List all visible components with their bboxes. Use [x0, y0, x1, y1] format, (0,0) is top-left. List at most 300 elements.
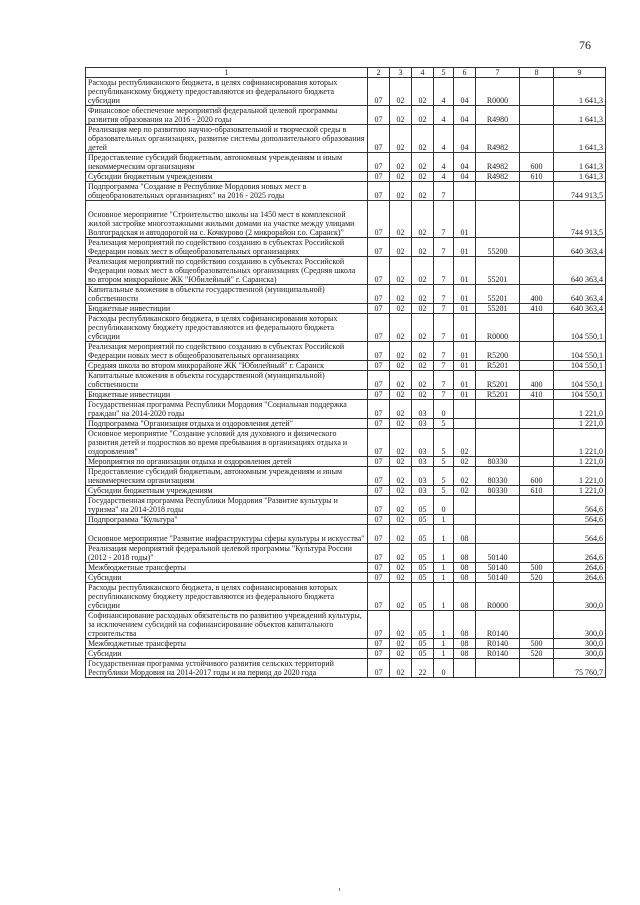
row-section: 07 — [368, 583, 390, 611]
column-header: 2 — [368, 68, 390, 78]
table-row — [86, 649, 606, 659]
row-section: 07 — [368, 106, 390, 125]
row-subprogram: 5 — [434, 429, 454, 457]
row-target-code: 55201 — [476, 304, 520, 314]
row-section: 07 — [368, 361, 390, 371]
row-name: Реализация мер по развитию научно-образовательной и творческой среды в образовательных организациях, развитие системы дополнительного образования детей — [86, 125, 368, 153]
row-subprogram: 5 — [434, 486, 454, 496]
row-expense-type — [520, 583, 554, 611]
row-expense-type — [520, 238, 554, 257]
row-measure: 02 — [454, 467, 476, 486]
row-amount: 1 221,0 — [554, 467, 606, 486]
row-section: 07 — [368, 238, 390, 257]
row-program: 02 — [412, 125, 434, 153]
row-section: 07 — [368, 649, 390, 659]
table-body — [86, 78, 606, 678]
row-amount: 564,6 — [554, 496, 606, 515]
row-program: 22 — [412, 659, 434, 678]
row-subsection: 02 — [390, 486, 412, 496]
row-measure: 08 — [454, 649, 476, 659]
row-subsection: 02 — [390, 429, 412, 457]
row-program: 03 — [412, 486, 434, 496]
row-subsection: 02 — [390, 78, 412, 106]
row-expense-type — [520, 342, 554, 361]
row-section: 07 — [368, 563, 390, 573]
row-target-code: R0140 — [476, 639, 520, 649]
row-subsection: 02 — [390, 573, 412, 583]
row-program: 02 — [412, 153, 434, 172]
row-expense-type — [520, 544, 554, 563]
row-program: 05 — [412, 515, 434, 525]
row-subsection: 02 — [390, 457, 412, 467]
row-name: Государственная программа устойчивого развития сельских территорий Республики Мордовия на 2014-2017 годы и на период до 2020 года — [86, 659, 368, 678]
row-amount: 1 641,3 — [554, 125, 606, 153]
row-measure: 04 — [454, 106, 476, 125]
row-name: Капитальные вложения в объекты государственной (муниципальной) собственности — [86, 285, 368, 304]
row-subprogram: 0 — [434, 400, 454, 419]
row-subprogram: 0 — [434, 496, 454, 515]
row-name: Реализация мероприятий федеральной целевой программы "Культура России (2012 - 2018 годы)" — [86, 544, 368, 563]
row-name: Расходы республиканского бюджета, в целях софинансирования которых республиканскому бюджету предоставляются из федерального бюджета субсидии — [86, 583, 368, 611]
table-row — [86, 371, 606, 390]
row-target-code — [476, 496, 520, 515]
row-program: 02 — [412, 172, 434, 182]
row-subsection: 02 — [390, 467, 412, 486]
row-measure: 01 — [454, 314, 476, 342]
row-subsection: 02 — [390, 257, 412, 285]
row-program: 02 — [412, 78, 434, 106]
row-subprogram: 5 — [434, 457, 454, 467]
row-amount: 640 363,4 — [554, 238, 606, 257]
row-amount: 1 641,3 — [554, 106, 606, 125]
row-name: Подпрограмма "Культура" — [86, 515, 368, 525]
row-name: Реализация мероприятий по содействию созданию в субъектах Российской Федерации новых мест в общеобразовательных организациях (Средняя школа во втором микрорайоне ЖК "Юбилейный" г. Саранска) — [86, 257, 368, 285]
row-subprogram: 4 — [434, 106, 454, 125]
table-row — [86, 573, 606, 583]
row-program: 03 — [412, 400, 434, 419]
row-subprogram: 4 — [434, 172, 454, 182]
column-header: 3 — [390, 68, 412, 78]
row-name: Мероприятия по организации отдыха и оздоровления детей — [86, 457, 368, 467]
row-subsection: 02 — [390, 515, 412, 525]
row-name: Подпрограмма "Создание в Республике Мордовия новых мест в общеобразовательных организациях" на 2016 - 2025 годы — [86, 182, 368, 201]
row-subsection: 02 — [390, 371, 412, 390]
row-section: 07 — [368, 304, 390, 314]
scan-mark — [339, 888, 340, 891]
row-program: 05 — [412, 649, 434, 659]
row-name: Государственная программа Республики Мордовия "Социальная поддержка граждан" на 2014-2020 годы — [86, 400, 368, 419]
row-section: 07 — [368, 467, 390, 486]
row-measure: 01 — [454, 201, 476, 238]
row-measure: 01 — [454, 285, 476, 304]
row-program: 03 — [412, 467, 434, 486]
row-subprogram: 7 — [434, 342, 454, 361]
row-target-code: 55200 — [476, 238, 520, 257]
row-subsection: 02 — [390, 400, 412, 419]
row-section: 07 — [368, 457, 390, 467]
row-name: Расходы республиканского бюджета, в целях софинансирования которых республиканскому бюджету предоставляются из федерального бюджета субсидии — [86, 78, 368, 106]
row-expense-type: 500 — [520, 563, 554, 573]
row-subsection: 02 — [390, 649, 412, 659]
row-section: 07 — [368, 611, 390, 639]
row-name: Субсидии бюджетным учреждениям — [86, 172, 368, 182]
row-subprogram: 4 — [434, 153, 454, 172]
row-expense-type: 610 — [520, 486, 554, 496]
row-expense-type — [520, 611, 554, 639]
row-amount: 1 641,3 — [554, 153, 606, 172]
row-name: Предоставление субсидий бюджетным, автономным учреждениям и иным некоммерческим организациям — [86, 467, 368, 486]
row-measure: 04 — [454, 125, 476, 153]
row-measure: 08 — [454, 544, 476, 563]
row-program: 02 — [412, 285, 434, 304]
row-expense-type: 600 — [520, 467, 554, 486]
row-subprogram: 1 — [434, 544, 454, 563]
row-section: 07 — [368, 371, 390, 390]
row-expense-type: 400 — [520, 285, 554, 304]
row-measure: 01 — [454, 371, 476, 390]
row-program: 02 — [412, 390, 434, 400]
row-program: 05 — [412, 639, 434, 649]
row-amount: 640 363,4 — [554, 285, 606, 304]
table-row — [86, 285, 606, 304]
row-amount: 300,0 — [554, 649, 606, 659]
column-header: 8 — [520, 68, 554, 78]
table-row — [86, 238, 606, 257]
row-amount: 640 363,4 — [554, 257, 606, 285]
row-section: 07 — [368, 182, 390, 201]
row-program: 02 — [412, 361, 434, 371]
row-amount: 1 641,3 — [554, 78, 606, 106]
row-target-code: 50140 — [476, 573, 520, 583]
row-expense-type — [520, 496, 554, 515]
row-target-code — [476, 515, 520, 525]
row-subsection: 02 — [390, 285, 412, 304]
row-target-code: 55201 — [476, 285, 520, 304]
row-section: 07 — [368, 390, 390, 400]
row-name: Межбюджетные трансферты — [86, 563, 368, 573]
column-header: 6 — [454, 68, 476, 78]
row-subsection: 02 — [390, 611, 412, 639]
table-row — [86, 390, 606, 400]
row-name: Межбюджетные трансферты — [86, 639, 368, 649]
row-expense-type: 400 — [520, 371, 554, 390]
table-row — [86, 457, 606, 467]
row-section: 07 — [368, 659, 390, 678]
table-row — [86, 182, 606, 201]
row-subsection: 02 — [390, 172, 412, 182]
row-measure — [454, 400, 476, 419]
row-name: Основное мероприятие "Развитие инфраструктуры сферы культуры и искусства" — [86, 525, 368, 544]
row-subprogram: 1 — [434, 563, 454, 573]
row-name: Финансовое обеспечение мероприятий федеральной целевой программы развития образования на 2016 - 2020 годы — [86, 106, 368, 125]
row-program: 05 — [412, 573, 434, 583]
row-target-code — [476, 201, 520, 238]
row-expense-type — [520, 659, 554, 678]
table-row — [86, 515, 606, 525]
row-measure: 08 — [454, 563, 476, 573]
row-section: 07 — [368, 639, 390, 649]
row-expense-type: 410 — [520, 304, 554, 314]
row-amount: 104 550,1 — [554, 371, 606, 390]
row-measure: 04 — [454, 172, 476, 182]
row-amount: 104 550,1 — [554, 361, 606, 371]
row-subprogram: 0 — [434, 659, 454, 678]
row-subprogram: 5 — [434, 467, 454, 486]
table-row — [86, 486, 606, 496]
row-expense-type — [520, 515, 554, 525]
row-subsection: 02 — [390, 238, 412, 257]
row-measure: 02 — [454, 457, 476, 467]
row-subsection: 02 — [390, 314, 412, 342]
table-row — [86, 496, 606, 515]
row-measure — [454, 182, 476, 201]
row-subprogram: 7 — [434, 238, 454, 257]
row-subprogram: 5 — [434, 419, 454, 429]
row-target-code: 80330 — [476, 457, 520, 467]
row-measure: 01 — [454, 390, 476, 400]
row-measure: 01 — [454, 304, 476, 314]
row-expense-type — [520, 182, 554, 201]
row-amount: 640 363,4 — [554, 304, 606, 314]
row-target-code: R5201 — [476, 390, 520, 400]
row-program: 05 — [412, 496, 434, 515]
row-amount: 1 641,3 — [554, 172, 606, 182]
row-target-code — [476, 525, 520, 544]
table-row — [86, 201, 606, 238]
table-row — [86, 304, 606, 314]
table-row — [86, 125, 606, 153]
row-section: 07 — [368, 496, 390, 515]
row-subsection: 02 — [390, 106, 412, 125]
row-measure: 04 — [454, 78, 476, 106]
row-amount: 300,0 — [554, 611, 606, 639]
row-program: 05 — [412, 583, 434, 611]
row-target-code: R4982 — [476, 125, 520, 153]
table-row — [86, 467, 606, 486]
row-subsection: 02 — [390, 544, 412, 563]
row-section: 07 — [368, 486, 390, 496]
table-row — [86, 78, 606, 106]
row-subsection: 02 — [390, 361, 412, 371]
row-target-code: 55201 — [476, 257, 520, 285]
row-section: 07 — [368, 285, 390, 304]
row-name: Основное мероприятие "Строительство школы на 1450 мест в комплексной жилой застройке многоэтажными жилыми домами на участке между улицами Волгоградская и автодорогой на с. Кочкурово (2 микрорайон г.о. Саранск)" — [86, 201, 368, 238]
row-name: Субсидии — [86, 573, 368, 583]
table-row — [86, 106, 606, 125]
row-section: 07 — [368, 515, 390, 525]
row-amount: 75 760,7 — [554, 659, 606, 678]
row-section: 07 — [368, 153, 390, 172]
row-program: 02 — [412, 238, 434, 257]
row-measure: 01 — [454, 238, 476, 257]
page-number: 76 — [579, 38, 591, 52]
row-target-code: R5201 — [476, 361, 520, 371]
row-section: 07 — [368, 525, 390, 544]
row-expense-type — [520, 314, 554, 342]
row-expense-type: 600 — [520, 153, 554, 172]
row-program: 05 — [412, 611, 434, 639]
row-measure: 01 — [454, 257, 476, 285]
row-program: 02 — [412, 106, 434, 125]
row-target-code: R0140 — [476, 649, 520, 659]
row-program: 02 — [412, 342, 434, 361]
row-subprogram: 7 — [434, 182, 454, 201]
row-expense-type — [520, 525, 554, 544]
row-measure — [454, 659, 476, 678]
row-subprogram: 1 — [434, 583, 454, 611]
column-header: 7 — [476, 68, 520, 78]
row-expense-type: 500 — [520, 639, 554, 649]
row-subsection: 02 — [390, 659, 412, 678]
row-program: 02 — [412, 201, 434, 238]
row-name: Подпрограмма "Организация отдыха и оздоровления детей" — [86, 419, 368, 429]
row-measure: 08 — [454, 525, 476, 544]
row-subsection: 02 — [390, 583, 412, 611]
row-measure: 01 — [454, 342, 476, 361]
row-measure: 08 — [454, 639, 476, 649]
table-row — [86, 361, 606, 371]
row-amount: 104 550,1 — [554, 314, 606, 342]
row-section: 07 — [368, 573, 390, 583]
column-header: 1 — [86, 68, 368, 78]
row-subprogram: 7 — [434, 285, 454, 304]
row-amount: 1 221,0 — [554, 429, 606, 457]
row-subprogram: 7 — [434, 257, 454, 285]
row-expense-type — [520, 457, 554, 467]
row-measure: 01 — [454, 361, 476, 371]
table-row — [86, 659, 606, 678]
table-row — [86, 429, 606, 457]
row-subprogram: 1 — [434, 525, 454, 544]
column-header: 9 — [554, 68, 606, 78]
row-subprogram: 7 — [434, 314, 454, 342]
row-expense-type — [520, 125, 554, 153]
row-subsection: 02 — [390, 304, 412, 314]
row-expense-type — [520, 400, 554, 419]
row-subsection: 02 — [390, 201, 412, 238]
row-subsection: 02 — [390, 563, 412, 573]
row-section: 07 — [368, 172, 390, 182]
row-subprogram: 1 — [434, 649, 454, 659]
table-row — [86, 611, 606, 639]
row-section: 07 — [368, 544, 390, 563]
row-name: Капитальные вложения в объекты государственной (муниципальной) собственности — [86, 371, 368, 390]
row-program: 02 — [412, 257, 434, 285]
row-measure: 04 — [454, 153, 476, 172]
table-row — [86, 314, 606, 342]
row-target-code: R0000 — [476, 314, 520, 342]
row-program: 03 — [412, 457, 434, 467]
row-program: 05 — [412, 525, 434, 544]
row-measure: 08 — [454, 573, 476, 583]
row-amount: 300,0 — [554, 639, 606, 649]
row-name: Реализация мероприятий по содействию созданию в субъектах Российской Федерации новых мест в общеобразовательных организациях — [86, 342, 368, 361]
row-name: Средняя школа во втором микрорайоне ЖК "Юбилейный" г. Саранск — [86, 361, 368, 371]
row-subsection: 02 — [390, 390, 412, 400]
row-name: Реализация мероприятий по содействию созданию в субъектах Российской Федерации новых мест в общеобразовательных организациях — [86, 238, 368, 257]
row-amount: 1 221,0 — [554, 400, 606, 419]
row-section: 07 — [368, 429, 390, 457]
row-expense-type — [520, 429, 554, 457]
row-subprogram: 7 — [434, 371, 454, 390]
row-subprogram: 4 — [434, 125, 454, 153]
row-target-code: R0000 — [476, 78, 520, 106]
row-amount: 1 221,0 — [554, 457, 606, 467]
row-expense-type: 610 — [520, 172, 554, 182]
row-target-code: 80330 — [476, 486, 520, 496]
row-name: Предоставление субсидий бюджетным, автономным учреждениям и иным некоммерческим организациям — [86, 153, 368, 172]
row-program: 02 — [412, 314, 434, 342]
table-row — [86, 583, 606, 611]
row-target-code: R5200 — [476, 342, 520, 361]
row-target-code: R5201 — [476, 371, 520, 390]
row-subprogram: 7 — [434, 201, 454, 238]
table-row — [86, 257, 606, 285]
row-section: 07 — [368, 419, 390, 429]
row-target-code: R0140 — [476, 611, 520, 639]
row-expense-type — [520, 78, 554, 106]
header-row — [86, 68, 606, 78]
row-expense-type: 520 — [520, 649, 554, 659]
row-subsection: 02 — [390, 153, 412, 172]
row-subsection: 02 — [390, 125, 412, 153]
row-subprogram: 7 — [434, 304, 454, 314]
row-name: Субсидии — [86, 649, 368, 659]
row-name: Государственная программа Республики Мордовия "Развитие культуры и туризма" на 2014-2018 годы — [86, 496, 368, 515]
table-row — [86, 400, 606, 419]
row-measure: 08 — [454, 611, 476, 639]
row-target-code: R4982 — [476, 153, 520, 172]
row-target-code: 80330 — [476, 467, 520, 486]
row-target-code — [476, 659, 520, 678]
row-section: 07 — [368, 125, 390, 153]
row-amount: 300,0 — [554, 583, 606, 611]
row-subprogram: 1 — [434, 611, 454, 639]
row-expense-type: 410 — [520, 390, 554, 400]
row-expense-type — [520, 257, 554, 285]
row-subsection: 02 — [390, 525, 412, 544]
row-subsection: 02 — [390, 419, 412, 429]
row-subprogram: 1 — [434, 515, 454, 525]
row-measure — [454, 419, 476, 429]
table-row — [86, 639, 606, 649]
row-section: 07 — [368, 314, 390, 342]
row-expense-type — [520, 361, 554, 371]
row-amount: 104 550,1 — [554, 390, 606, 400]
row-amount: 564,6 — [554, 515, 606, 525]
row-target-code — [476, 419, 520, 429]
row-program: 05 — [412, 563, 434, 573]
row-section: 07 — [368, 342, 390, 361]
row-subprogram: 7 — [434, 361, 454, 371]
row-measure: 02 — [454, 486, 476, 496]
table-row — [86, 172, 606, 182]
row-subsection: 02 — [390, 639, 412, 649]
row-amount: 744 913,5 — [554, 201, 606, 238]
table-row — [86, 563, 606, 573]
row-subprogram: 1 — [434, 639, 454, 649]
row-program: 02 — [412, 182, 434, 201]
row-name: Бюджетные инвестиции — [86, 304, 368, 314]
row-measure — [454, 496, 476, 515]
row-expense-type: 520 — [520, 573, 554, 583]
budget-table — [85, 67, 606, 678]
row-target-code — [476, 182, 520, 201]
row-section: 07 — [368, 201, 390, 238]
column-header: 4 — [412, 68, 434, 78]
table-row — [86, 153, 606, 172]
row-measure: 08 — [454, 583, 476, 611]
